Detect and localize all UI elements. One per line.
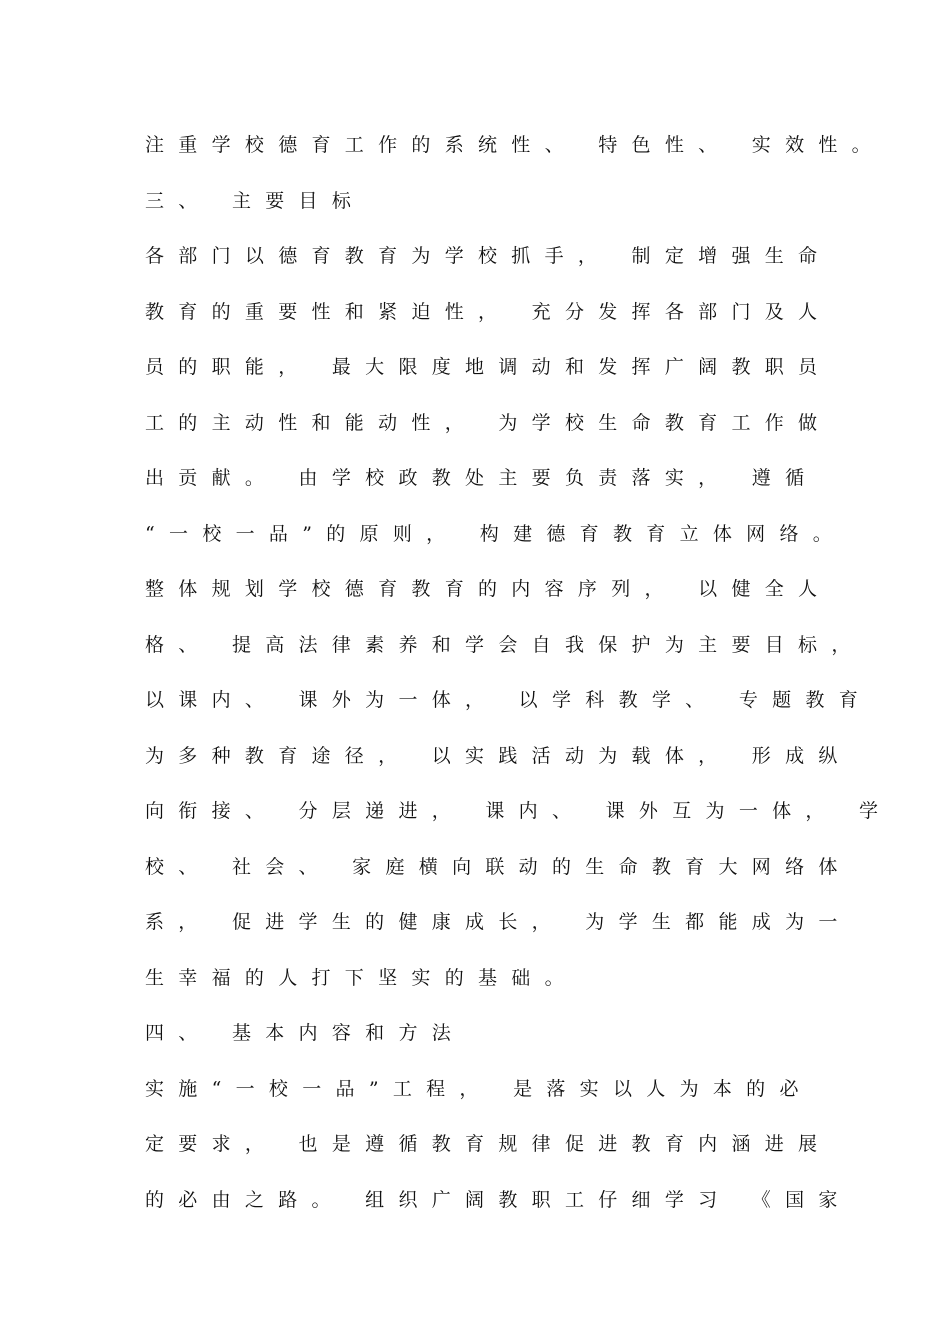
text-line: 系， 促进学生的健康成长， 为学生都能成为一 [145, 911, 852, 933]
text-line: 生幸福的人打下坚实的基础。 [145, 966, 578, 989]
text-line: 定要求， 也是遵循教育规律促进教育内涵进展 [145, 1133, 832, 1155]
text-line: “一校一品”的原则， 构建德育教育立体网络。 [145, 522, 847, 545]
text-line: 实施“一校一品”工程， 是落实以人为本的必 [145, 1077, 813, 1100]
text-line: 的必由之路。 组织广阔教职工仔细学习 《国家 [145, 1188, 852, 1211]
text-line: 整体规划学校德育教育的内容序列， 以健全人 [145, 578, 832, 600]
document-body [145, 124, 905, 1234]
text-line: 校、 社会、 家庭横向联动的生命教育大网络体 [145, 855, 852, 878]
text-line: 出贡献。 由学校政教处主要负责落实， 遵循 [145, 467, 819, 489]
text-line: 格、 提高法律素养和学会自我保护为主要目标， [145, 633, 865, 656]
text-line: 教育的重要性和紧迫性， 充分发挥各部门及人 [145, 300, 832, 323]
text-line: 工的主动性和能动性， 为学校生命教育工作做 [145, 411, 832, 434]
section-heading: 四、 基本内容和方法 [145, 1022, 466, 1044]
text-line: 注重学校德育工作的系统性、 特色性、 实效性。 [145, 134, 885, 156]
text-line: 员的职能， 最大限度地调动和发挥广阔教职员 [145, 356, 832, 378]
section-heading: 三、 主要目标 [145, 189, 366, 212]
text-line: 为多种教育途径， 以实践活动为载体， 形成纵 [145, 744, 852, 767]
text-line: 各部门以德育教育为学校抓手， 制定增强生命 [145, 245, 832, 267]
text-line: 以课内、 课外为一体， 以学科教学、 专题教育 [145, 689, 873, 711]
text-line: 向衔接、 分层递进， 课内、 课外互为一体， 学 [145, 800, 893, 822]
